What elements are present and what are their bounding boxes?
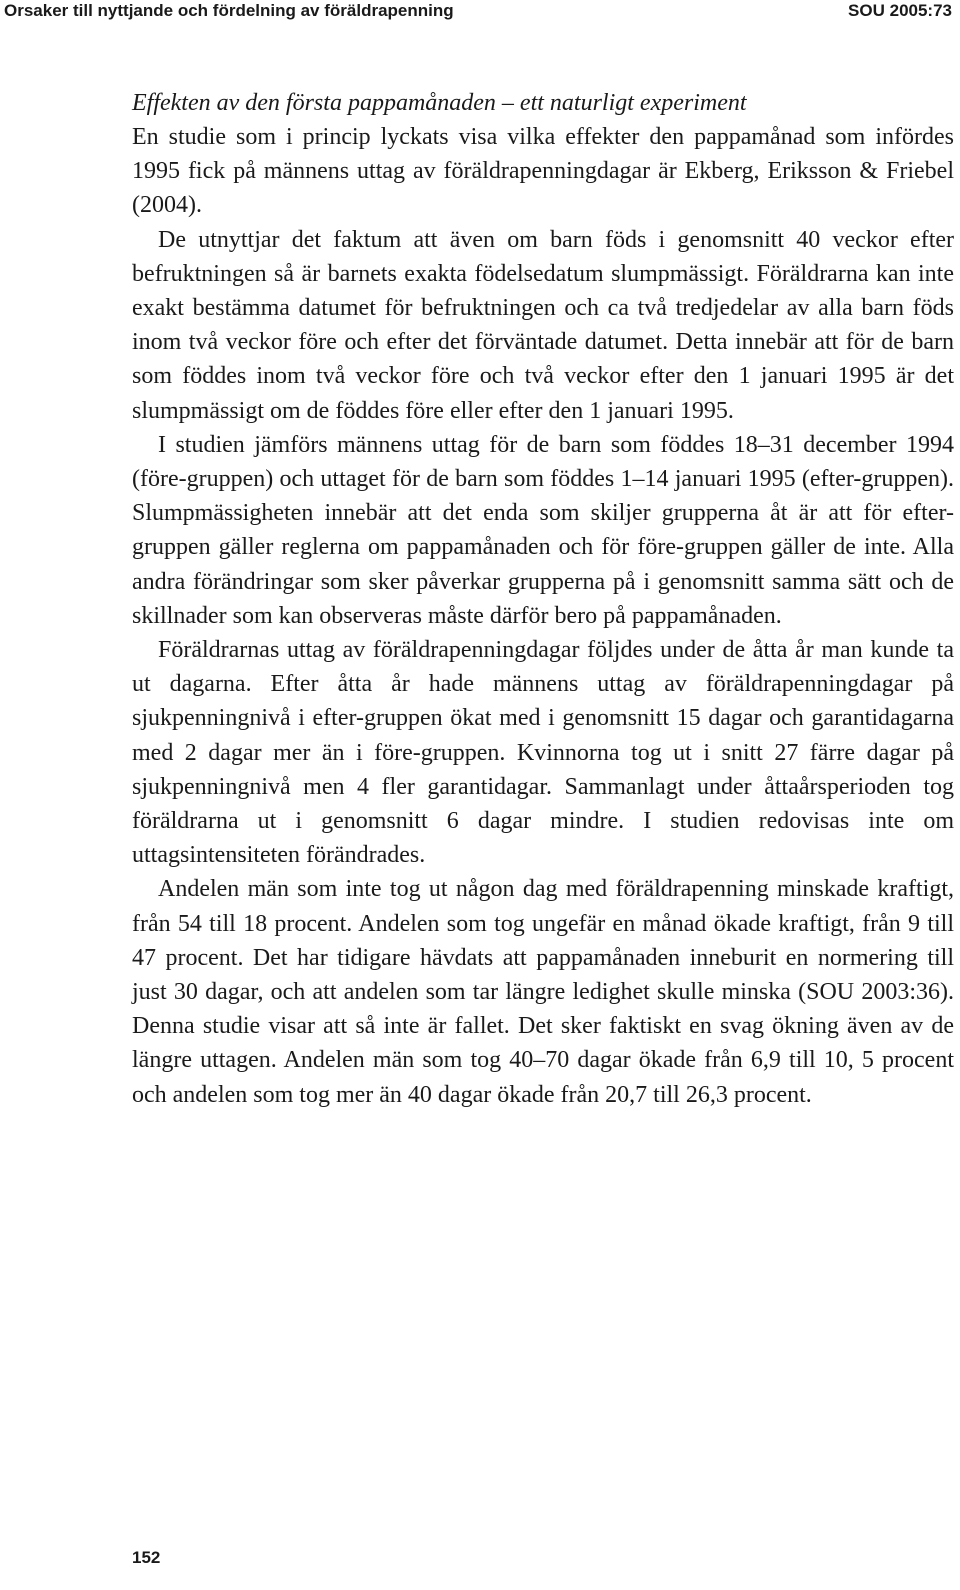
running-header-report-id: SOU 2005:73 — [848, 1, 952, 20]
paragraph-1: En studie som i princip lyckats visa vilka effekter den pappamånad som infördes 1995 fick på männens uttag av föräldrapenningdagar är Ekberg, Eriksson & Friebel (2004). — [132, 124, 954, 219]
paragraph-5: Andelen män som inte tog ut någon dag med föräldrapenning minskade kraftigt, från 54 till 18 procent. Andelen som tog ungefär en månad ökade kraftigt, från 9 till 47 procent. Det har tidigare hävdats att pappamånaden inneburit en normering till just 30 dagar, och att andelen som tar längre ledighet skulle minska (SOU 2003:36). Denna studie visar att så inte är fallet. Det sker faktiskt en svag ökning även av de längre uttagen. Andelen män som tog 40–70 dagar ökade från 6,9 till 10, 5 procent och andelen som tog mer än 40 dagar ökade från 20,7 till 26,3 procent. — [132, 876, 954, 1108]
page-number: 152 — [132, 1548, 161, 1567]
section-heading: Effekten av den första pappamånaden – ett naturligt experiment — [132, 90, 747, 116]
paragraph-2: De utnyttjar det faktum att även om barn föds i genomsnitt 40 veckor efter befruktningen så är barnets exakta födelsedatum slumpmässigt. Föräldrarna kan inte exakt bestämma datumet för befruktningen och ca två tredjedelar av alla barn föds inom två veckor före och efter det förväntade datumet. Detta innebär att för de barn som föddes inom två veckor före och två veckor efter den 1 januari 1995 är det slumpmässigt om de föddes före eller efter den 1 januari 1995. — [132, 226, 954, 424]
running-header — [0, 0, 960, 26]
paragraph-4: Föräldrarnas uttag av föräldrapenningdagar följdes under de åtta år man kunde ta ut dagarna. Efter åtta år hade männens uttag av föräldrapenningdagar på sjukpenningnivå i efter-gruppen ökat med i genomsnitt 15 dagar och garantidagarna med 2 dagar mer än i före-gruppen. Kvinnorna tog ut i snitt 27 färre dagar på sjukpenningnivå men 4 fler garantidagar. Sammanlagt under åttaårsperioden tog föräldrarna ut i genomsnitt 6 dagar mindre. I studien redovisas inte om uttagsintensiteten förändrades. — [132, 637, 954, 869]
running-header-title: Orsaker till nyttjande och fördelning av föräldrapenning — [4, 1, 454, 20]
paragraph-3: I studien jämförs männens uttag för de barn som föddes 18–31 december 1994 (före-gruppen) och uttaget för de barn som föddes 1–14 januari 1995 (efter-gruppen). Slumpmässigheten innebär att det enda som skiljer grupperna åt är att för efter-gruppen gäller reglerna om pappamånaden och för före-gruppen gäller de inte. Alla andra förändringar som sker påverkar grupperna på i genomsnitt samma sätt och de skillnader som kan observeras måste därför bero på pappamånaden. — [132, 431, 954, 629]
page-body — [132, 86, 954, 1112]
